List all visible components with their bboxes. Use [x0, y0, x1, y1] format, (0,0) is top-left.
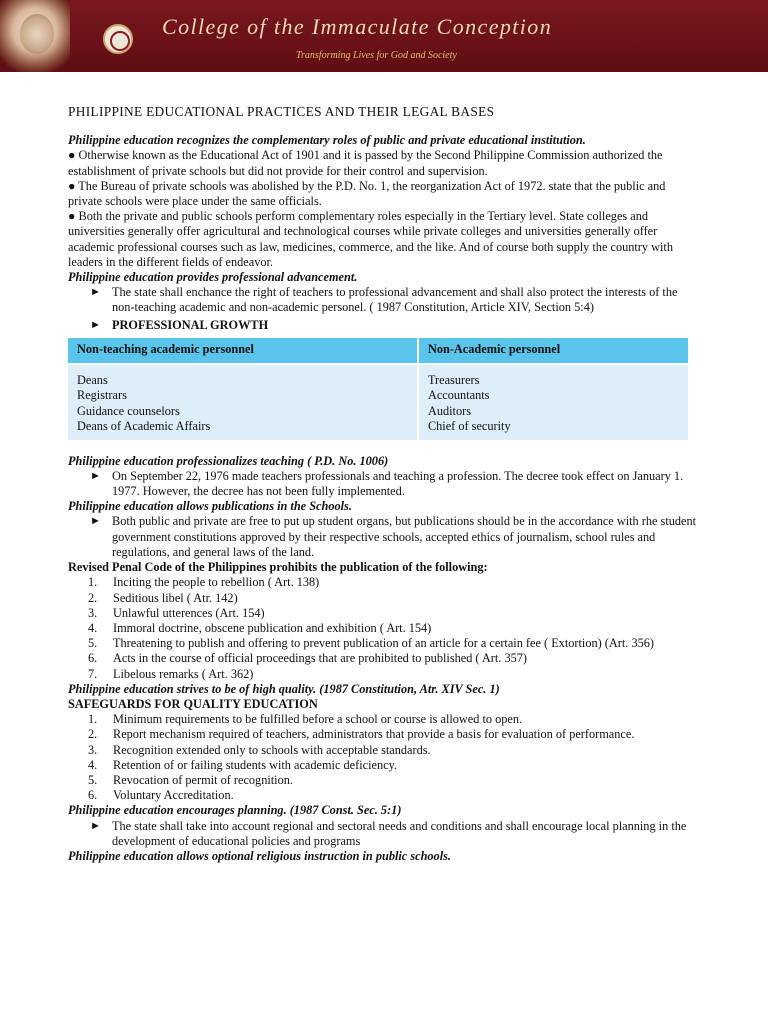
table-header-cell: Non-Academic personnel — [418, 338, 688, 364]
arrow-bullet-icon: ► — [90, 318, 101, 331]
section-heading: Philippine education allows publications in the Schools. — [68, 499, 352, 514]
list-item: 2. Seditious libel ( Atr. 142) — [88, 590, 238, 605]
table-item: Registrars — [77, 388, 127, 403]
subheading-text: SAFEGUARDS FOR QUALITY EDUCATION — [68, 696, 318, 711]
table-item: Chief of security — [427, 419, 511, 434]
table-item: Deans of Academic Affairs — [77, 419, 211, 434]
arrow-text: The state shall take into account regional and sectoral needs and conditions and shall encourage local planning in the development of educational policies and programs — [112, 818, 687, 848]
table-item: Auditors — [427, 403, 471, 418]
prohibited-publications-list — [68, 575, 698, 681]
section-heading: Philippine education professionalizes teaching ( P.D. No. 1006) — [68, 453, 389, 468]
section-heading: Philippine education allows optional religious instruction in public schools. — [68, 848, 451, 863]
table-item: Accountants — [427, 388, 490, 403]
madonna-portrait — [0, 0, 70, 72]
subheading-text: PROFESSIONAL GROWTH — [112, 317, 269, 332]
bullet-paragraph: ● Both the private and public schools perform complementary roles especially in the Tertiary level. State colleges and universities generally offer agricultural and technological courses while private colleges and universities generally offer academic professional courses such as law, medicines, commerce, and the like. And of course both supply the country with leaders in the different fields of endeavor. — [68, 209, 673, 269]
section-heading: Philippine education strives to be of high quality. (1987 Constitution, Atr. XIV Sec. 1) — [68, 681, 500, 696]
arrow-bullet-icon: ► — [90, 515, 101, 528]
list-item: 1. Inciting the people to rebellion ( Art. 138) — [88, 575, 320, 590]
list-item: 6. Acts in the course of official proceedings that are prohibited to published ( Art. 357) — [88, 651, 527, 666]
list-item: 6. Voluntary Accreditation. — [88, 788, 234, 803]
arrow-text: Both public and private are free to put up student organs, but publications should be in the accordance with rhe student government constitutions approved by their respective schools, accepted ethics of journalism, school rules and regulations, and general laws of the land. — [112, 514, 697, 559]
table-item: Guidance counselors — [77, 403, 180, 418]
quality-safeguards-list — [68, 712, 698, 803]
table-header-cell: Non-teaching academic personnel — [68, 338, 418, 364]
table-item: Deans — [77, 373, 108, 388]
bullet-paragraph: ● The Bureau of private schools was abolished by the P.D. No. 1, the reorganization Act of 1972. state that the public and private schools were place under the same officials. — [68, 178, 666, 209]
section-heading: Revised Penal Code of the Philippines prohibits the publication of the following: — [68, 560, 488, 575]
table-cell — [418, 364, 688, 440]
document-title: PHILIPPINE EDUCATIONAL PRACTICES AND THEIR LEGAL BASES — [68, 104, 495, 119]
arrow-text: The state shall enchance the right of teachers to professional advancement and shall also protect the interests of the non-teaching academic and non-academic personel. ( 1987 Constitution, Article XIV, Section 5:4) — [112, 285, 678, 315]
portrait-halo — [20, 14, 54, 54]
table-item: Treasurers — [427, 373, 480, 388]
table-cell — [68, 364, 418, 440]
arrow-text: On September 22, 1976 made teachers professionals and teaching a profession. The decree took effect on January 1. 1977. However, the decree has not been fully implemented. — [112, 468, 684, 499]
list-item: 3. Unlawful utterences (Art. 154) — [88, 605, 265, 620]
list-item: 4. Immoral doctrine, obscene publication and exhibition ( Art. 154) — [88, 620, 432, 635]
arrow-bullet-icon: ► — [90, 819, 101, 832]
list-item: 2. Report mechanism required of teachers, administrators that provide a basis for evaluation of performance. — [88, 727, 635, 742]
section-heading: Philippine education encourages planning. (1987 Const. Sec. 5:1) — [68, 803, 402, 818]
list-item: 1. Minimum requirements to be fulfilled before a school or course is allowed to open. — [88, 712, 523, 727]
list-item: 7. Libelous remarks ( Art. 362) — [88, 666, 254, 681]
arrow-paragraph — [68, 819, 698, 849]
arrow-bullet-icon: ► — [90, 286, 101, 299]
arrow-paragraph — [68, 514, 698, 560]
arrow-paragraph — [68, 469, 698, 499]
section-heading: Philippine education provides professional advancement. — [68, 270, 358, 285]
arrow-paragraph — [68, 285, 698, 315]
personnel-table — [68, 338, 688, 440]
college-seal-icon — [103, 24, 133, 54]
professional-growth-heading — [68, 318, 698, 333]
list-item: 3. Recognition extended only to schools with acceptable standards. — [88, 742, 431, 757]
list-item: 5. Revocation of permit of recognition. — [88, 772, 293, 787]
header-banner — [0, 0, 768, 72]
section-heading: Philippine education recognizes the complementary roles of public and private educational institution. — [68, 133, 586, 148]
list-item: 5. Threatening to publish and offering to prevent publication of an article for a certain fee ( Extortion) (Art. 356) — [88, 636, 654, 651]
college-tagline: Transforming Lives for God and Society — [296, 50, 457, 61]
bullet-paragraph: ● Otherwise known as the Educational Act of 1901 and it is passed by the Second Philippine Commission authorized the establishment of private schools but did not provide for their control and supervision. — [68, 148, 663, 178]
arrow-bullet-icon: ► — [90, 469, 101, 482]
college-name: College of the Immaculate Conception — [162, 14, 553, 39]
list-item: 4. Retention of or failing students with academic deficiency. — [88, 757, 397, 772]
document-body — [68, 104, 698, 864]
